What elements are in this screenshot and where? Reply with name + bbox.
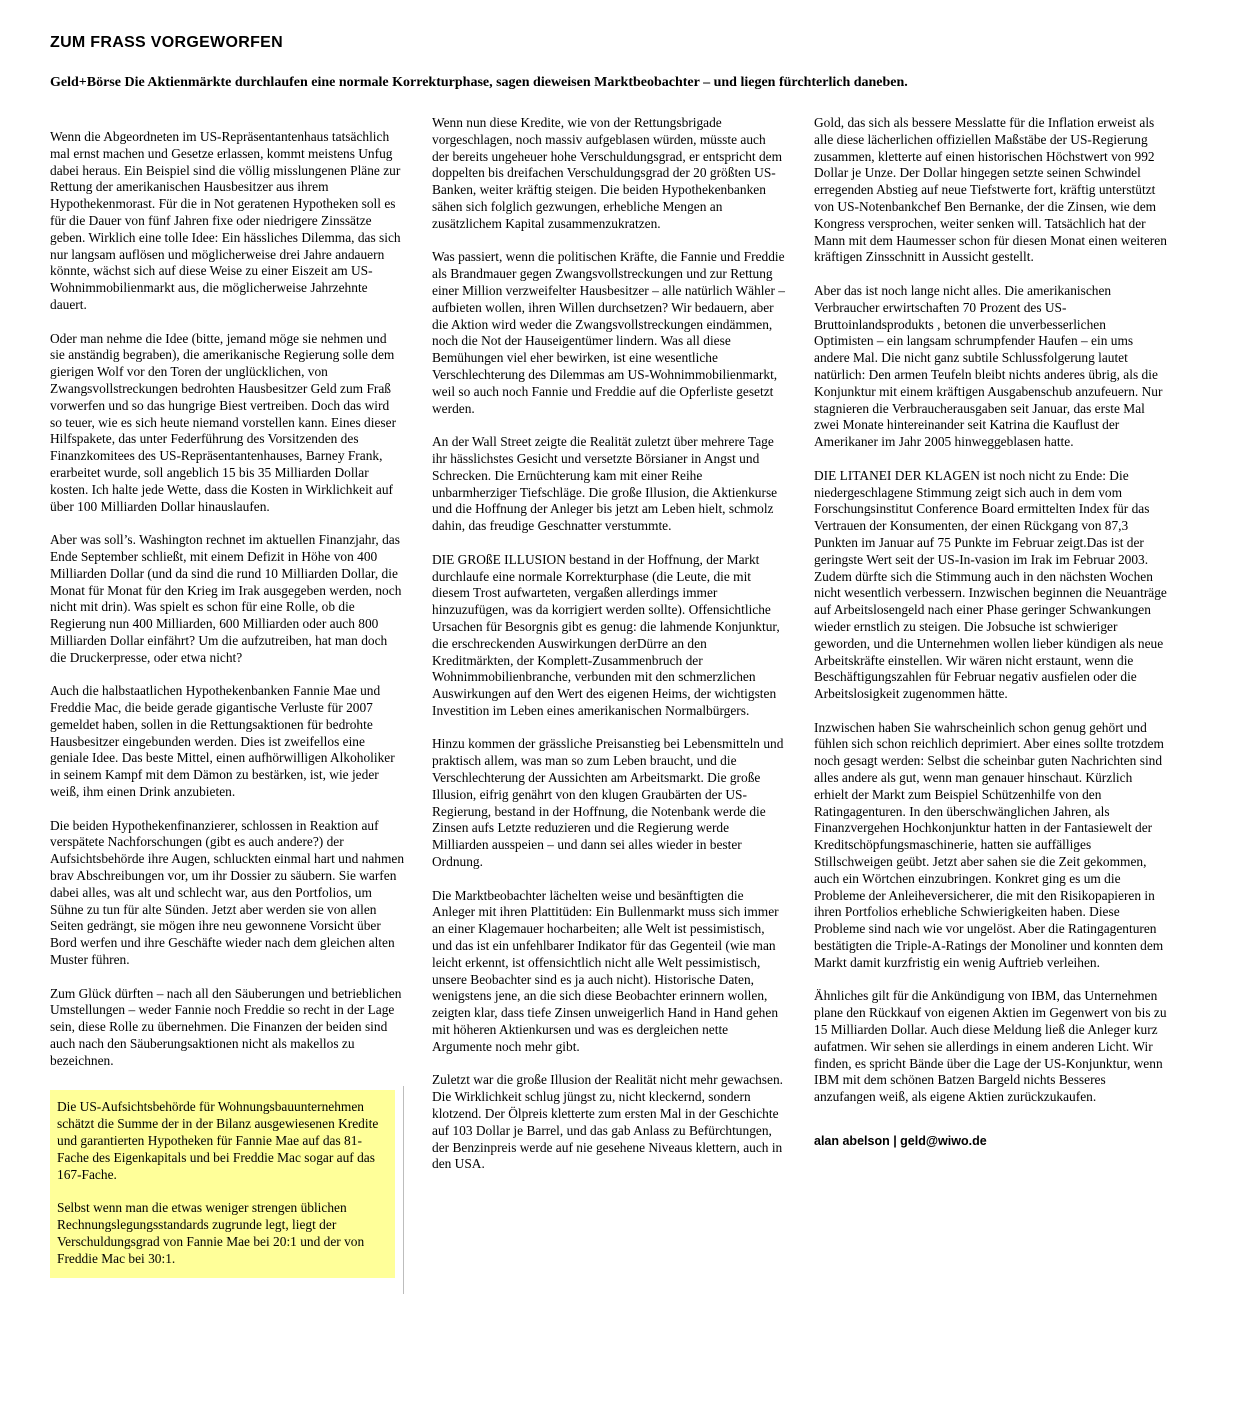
article-paragraph: Die Marktbeobachter lächelten weise und besänftigten die Anleger mit ihren Plattitüden: Ein Bullenmarkt muss sich immer an einer Klagemauer hocharbeiten; alle Welt ist pessimistisch, und das ist ein unfehlbarer Indikator für das Gegenteil (wie man leicht erkennt, ist offensichtlich nicht alle Welt pessimistisch, unsere Beobachter sind es ja auch nicht). Historische Daten, wenigstens jene, an die sich diese Beobachter erinnern wollen, zeigten klar, dass tiefe Zinsen unweigerlich Hand in Hand gehen mit höheren Aktienkursen und was es dergleichen nette Argumente noch mehr gibt. [432, 887, 779, 1054]
article-subtitle: Geld+Börse Die Aktienmärkte durchlaufen eine normale Korrekturphase, sagen dieweisen Marktbeobachter – und liegen fürchterlich daneben. [50, 75, 908, 90]
byline: alan abelson | geld@wiwo.de [814, 1134, 987, 1149]
article-paragraph: Zum Glück dürften – nach all den Säuberungen und betrieblichen Umstellungen – weder Fannie noch Freddie so recht in der Lage sein, diese Rolle zu übernehmen. Die Finanzen der beiden sind auch nach den Säuberungsaktionen nicht als makellos zu bezeichnen. [50, 985, 402, 1068]
article-columns [50, 115, 1168, 1294]
page-title: ZUM FRASS VORGEWORFEN [50, 34, 283, 51]
article-paragraph: Auch die halbstaatlichen Hypothekenbanken Fannie Mae und Freddie Mac, die beide gerade gigantische Verluste für 2007 gemeldet haben, sollen in die Rettungsaktionen für bedrohte Hausbesitzer eingebunden werden. Dies ist zweifellos eine geniale Idee. Das beste Mittel, einen aufhörwilligen Alkoholiker in seinem Kampf mit dem Dämon zu bestärken, ist, wie jeder weiß, ihm einen Drink anzubieten. [50, 683, 395, 800]
article-paragraph: Ähnliches gilt für die Ankündigung von IBM, das Unternehmen plane den Rückkauf von eigenen Aktien im Gegenwert von bis zu 15 Milliarden Dollar. Auch diese Meldung ließ die Anleger kurz aufatmen. Wir sehen sie allerdings in einem anderen Licht. Wir finden, es spricht Bände über die Lage der US-Konjunktur, wenn IBM mit dem schönen Batzen Bargeld nichts Besseres anzufangen weiß, als eigene Aktien zurückzukaufen. [814, 988, 1167, 1105]
article-paragraph: Oder man nehme die Idee (bitte, jemand möge sie nehmen und sie anständig begraben), die amerikanische Regierung solle dem gierigen Wolf vor den Toren der unglücklichen, von Zwangsvollstreckungen bedrohten Hausbesitzer Geld zum Fraß vorwerfen und so das hungrige Biest vertreiben. Doch das wird so teuer, wie es sich heute niemand vorstellen kann. Eines dieser Hilfspakete, das unter Federführung des Vorsitzenden des Finanzkomitees des US-Repräsentantenhauses, Barney Frank, erarbeitet wurde, soll angeblich 15 bis 35 Milliarden Dollar kosten. Ich halte jede Wette, dass die Kosten in Wirklichkeit auf über 100 Milliarden Dollar hinauslaufen. [50, 330, 397, 514]
article-paragraph: Hinzu kommen der grässliche Preisanstieg bei Lebensmitteln und praktisch allem, was man so zum Leben braucht, und die Verschlechterung der Aussichten am Arbeitsmarkt. Die große Illusion, eifrig genährt von den klugen Graubärten der US-Regierung, bestand in der Hoffnung, die Notenbank werde die Zinsen aufs Letzte reduzieren und die Regierung werde Milliarden ausspeien – und dann sei alles wieder in bester Ordnung. [432, 736, 784, 870]
article-paragraph: Zuletzt war die große Illusion der Realität nicht mehr gewachsen. Die Wirklichkeit schlug jüngst zu, nicht kleckernd, sondern klotzend. Der Ölpreis kletterte zum ersten Mal in der Geschichte auf 103 Dollar je Barrel, und das gab Anlass zu Befürchtungen, der Benzinpreis werde auf nie gesehene Niveaus klettern, auch in den USA. [432, 1072, 784, 1172]
highlighted-paragraph: Selbst wenn man die etwas weniger strengen üblichen Rechnungslegungsstandards zugrunde legt, liegt der Verschuldungsgrad von Fannie Mae bei 20:1 und der von Freddie Mac bei 30:1. [57, 1200, 365, 1266]
article-paragraph: Wenn die Abgeordneten im US-Repräsentantenhaus tatsächlich mal ernst machen und Gesetze erlassen, kommt meistens Unfug dabei heraus. Ein Beispiel sind die völlig misslungenen Pläne zur Rettung der amerikanischen Hausbesitzer aus ihrem Hypothekenmorast. Für die in Not geratenen Hypotheken soll es für die Dauer von fünf Jahren fixe oder niedrigere Zinssätze geben. Wirklich eine tolle Idee: Ein hässliches Dilemma, das sich nur langsam auflösen und möglicherweise drei Jahre andauern könnte, wächst sich auf diese Weise zu einer Eiszeit am US-Wohnimmobilienmarkt aus, die möglicherweise Jahrzehnte dauert. [50, 129, 401, 312]
article-paragraph: Aber was soll’s. Washington rechnet im aktuellen Finanzjahr, das Ende September schließt, mit einem Defizit in Höhe von 400 Milliarden Dollar (und da sind die rund 10 Milliarden Dollar, die Monat für Monat für den Krieg im Irak ausgegeben werden, noch nicht mit drin). Was spielt es schon für eine Rolle, ob die Regierung nun 400 Milliarden, 600 Milliarden oder auch 800 Milliarden Dollar einfährt? Um die aufzutreiben, hat man doch die Druckerpresse, oder etwa nicht? [50, 532, 402, 665]
article-paragraph: Inzwischen haben Sie wahrscheinlich schon genug gehört und fühlen sich schon reichlich deprimiert. Aber eines sollte trotzdem noch gesagt werden: Selbst die scheinbar guten Nachrichten sind alles andere als gut, wenn man genauer hinschaut. Kürzlich erhielt der Markt zum Beispiel Schützenhilfe von den Ratingagenturen. In den überschwänglichen Jahren, als Finanzvergehen Hochkonjunktur hatten in der Fantasiewelt der Kreditschöpfungsmaschinerie, hatten sie auffälliges Stillschweigen geübt. Jetzt aber sahen sie die Zeit gekommen, auch ein Wörtchen einzubringen. Konkret ging es um die Probleme der Anleiheversicherer, die mit den Risikopapieren in ihren Portfolios erhebliche Schwierigkeiten haben. Diese Probleme sind nach wie vor ungelöst. Aber die Ratingagenturen bestätigten die Triple-A-Ratings der Monoliner und konnten dem Markt damit kurzfristig ein wenig Auftrieb verleihen. [814, 719, 1164, 970]
article-paragraph: Wenn nun diese Kredite, wie von der Rettungsbrigade vorgeschlagen, noch massiv aufgeblasen würden, müsste auch der bereits ungeheuer hohe Verschuldungsgrad, er entspricht dem doppelten bis dreifachen Verschuldungsgrad der 20 größten US-Banken, weiter kräftig steigen. Die beiden Hypothekenbanken sähen sich folglich gezwungen, erhebliche Mengen an zusätzlichem Kapital zusammenzukratzen. [432, 115, 783, 231]
article-paragraph: DIE GROßE ILLUSION bestand in der Hoffnung, der Markt durchlaufe eine normale Korrekturphase (die Leute, die mit diesem Trost aufwarteten, vergaßen allerdings immer hinzuzufügen, was da korrigiert werden sollte). Offensichtliche Ursachen für Besorgnis gibt es genug: die lahmende Konjunktur, die erschreckenden Auswirkungen derDürre an den Kreditmärkten, der Komplett-Zusammenbruch der Wohnimmobilienbranche, verbunden mit den schmerzlichen Auswirkungen auf den Wert des eigenen Heims, der wichtigsten Investition im Leben eines amerikanischen Normalbürgers. [432, 551, 780, 718]
highlight-box [50, 1090, 395, 1278]
article-paragraph: DIE LITANEI DER KLAGEN ist noch nicht zu Ende: Die niedergeschlagene Stimmung zeigt sich auch in dem vom Forschungsinstitut Conference Board ermittelten Index für das Vertrauen der Konsumenten, der einen Rückgang von 87,3 Punkten im Januar auf 75 Punkte im Februar zeigt.Das ist der geringste Wert seit der US-In-vasion im Irak im Februar 2003. Zudem dürfte sich die Stimmung auch in den nächsten Wochen nicht wesentlich verbessern. Inzwischen beginnen die Neuanträge auf Arbeitslosengeld nach einer Phase geringer Schwankungen wieder ernstlich zu steigen. Die Jobsuche ist schwieriger geworden, und die Unternehmen wollen lieber kündigen als neue Arbeitskräfte einstellen. Wir wären nicht erstaunt, wenn die Beschäftigungszahlen für Februar negativ ausfielen oder die Arbeitslosigkeit zugenommen hätte. [814, 467, 1167, 702]
column-right [814, 115, 1168, 1294]
column-middle [432, 115, 786, 1294]
article-paragraph: Die beiden Hypothekenfinanzierer, schlossen in Reaktion auf verspätete Nachforschungen (gibt es auch andere?) der Aufsichtsbehörde ihre Augen, schluckten einmal hart und nahmen brav Abschreibungen vor, um ihr Dossier zu säubern. Sie warfen dabei alles, was alt und schlecht war, aus den Portfolios, um Sühne zu tun für alte Sünden. Jetzt aber werden sie von allen Seiten gedrängt, sie mögen ihre neu gewonnene Vorsicht über Bord werfen und ihre Geschäfte wieder nach dem gleichen alten Muster führen. [50, 817, 405, 968]
article-paragraph: Gold, das sich als bessere Messlatte für die Inflation erweist als alle diese lächerlichen offiziellen Maßstäbe der US-Regierung zusammen, kletterte auf einen historischen Höchstwert von 992 Dollar je Unze. Der Dollar hingegen setzte seinen Schwindel erregenden Abstieg auf neue Tiefstwerte fort, kräftig unterstützt von US-Notenbankchef Ben Bernanke, der die Zinsen, wie dem Kongress versprochen, weiter senken will. Tatsächlich hat der Mann mit dem Haumesser schon für diesen Monat einen weiteren kräftigen Zinsschnitt in Aussicht gestellt. [814, 115, 1167, 265]
article-paragraph: Was passiert, wenn die politischen Kräfte, die Fannie und Freddie als Brandmauer gegen Zwangsvollstreckungen und zur Rettung einer Million verzweifelter Hausbesitzer – alle natürlich Wähler – aufbieten wollen, ihren Willen durchsetzen? Wir bedauern, aber die Aktion wird weder die Zwangsvollstreckungen eindämmen, noch die Not der Hauseigentümer lindern. Was all diese Bemühungen viel eher bewirken, ist eine wesentliche Verschlechterung des Dilemmas am US-Wohnimmobilienmarkt, weil so auch noch Fannie und Freddie auf die Opferliste gesetzt werden. [432, 249, 785, 416]
highlight-section [50, 1086, 404, 1294]
article-paragraph: Aber das ist noch lange nicht alles. Die amerikanischen Verbraucher erwirtschaften 70 Prozent des US-Bruttoinlandsprodukts , betonen die unverbesserlichen Optimisten – ein langsam schrumpfender Haufen – ein ums andere Mal. Die nicht ganz subtile Schlussfolgerung lautet natürlich: Den armen Teufeln bleibt nichts anderes übrig, als die Konjunktur mit einem kräftigen Ausgabenschub anzufeuern. Nur stagnieren die Verbraucherausgaben seit Januar, das erste Mal zwei Monate hintereinander seit Katrina die Kauflust der Amerikaner im Jahr 2005 hinweggeblasen hatte. [814, 282, 1163, 450]
article-paragraph: An der Wall Street zeigte die Realität zuletzt über mehrere Tage ihr hässlichstes Gesicht und versetzte Börsianer in Angst und Schrecken. Die Ernüchterung kam mit einer Reihe unbarmherziger Tiefschläge. Die große Illusion, die Aktienkurse und die Hoffnung der Anleger bis jetzt am Leben hielt, schmolz dahin, das freudige Geschnatter verstummte. [432, 434, 778, 534]
column-left [50, 115, 404, 1294]
highlighted-paragraph: Die US-Aufsichtsbehörde für Wohnungsbauunternehmen schätzt die Summe der in der Bilanz ausgewiesenen Kredite und garantierten Hypotheken für Fannie Mae auf das 81-Fache des Eigenkapitals und bei Freddie Mac sogar auf das 167-Fache. [57, 1099, 379, 1182]
